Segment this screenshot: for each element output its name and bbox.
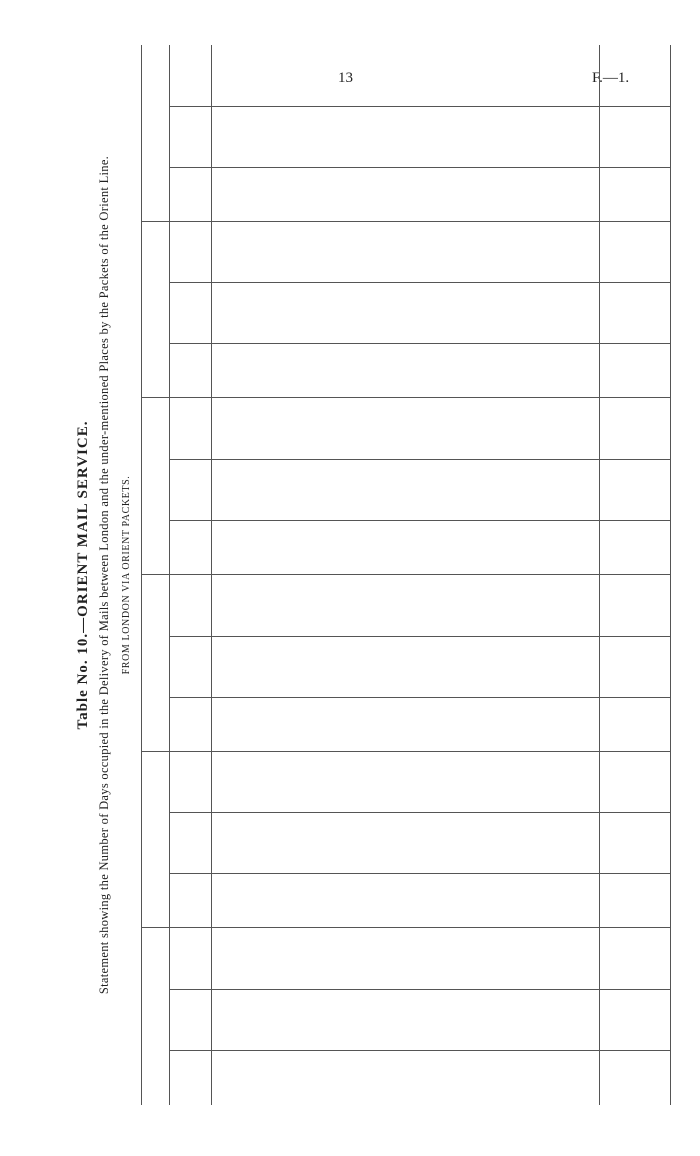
column-rule xyxy=(141,927,671,928)
column-rule xyxy=(169,106,671,107)
mail-table xyxy=(141,45,671,1105)
column-rule xyxy=(169,343,671,344)
from-line: FROM LONDON VIA ORIENT PACKETS. xyxy=(121,475,132,675)
column-rule xyxy=(141,574,671,575)
table-subtitle: Statement showing the Number of Days occupied in the Delivery of Mails between London and the under-mentioned Places by the Packets of the Orient Line. xyxy=(97,155,111,995)
column-rule xyxy=(141,221,671,222)
column-rule xyxy=(169,697,671,698)
column-rule xyxy=(169,1050,671,1051)
column-rule xyxy=(169,636,671,637)
column-rule xyxy=(169,873,671,874)
column-rule xyxy=(169,167,671,168)
table-title: Table No. 10.—ORIENT MAIL SERVICE. xyxy=(75,420,91,730)
column-rule xyxy=(169,989,671,990)
column-rule xyxy=(141,751,671,752)
column-rule xyxy=(169,282,671,283)
column-rule xyxy=(169,520,671,521)
row-rule xyxy=(211,45,212,1105)
row-rule xyxy=(141,45,142,1105)
row-rule xyxy=(670,45,671,1105)
column-rule xyxy=(169,459,671,460)
row-rule xyxy=(169,45,170,1105)
rotated-table-page xyxy=(75,45,675,1105)
column-rule xyxy=(141,397,671,398)
page-number: 13 xyxy=(338,70,353,86)
column-rule xyxy=(169,812,671,813)
document-reference: F.—1. xyxy=(592,70,630,86)
row-rule xyxy=(599,45,600,1105)
